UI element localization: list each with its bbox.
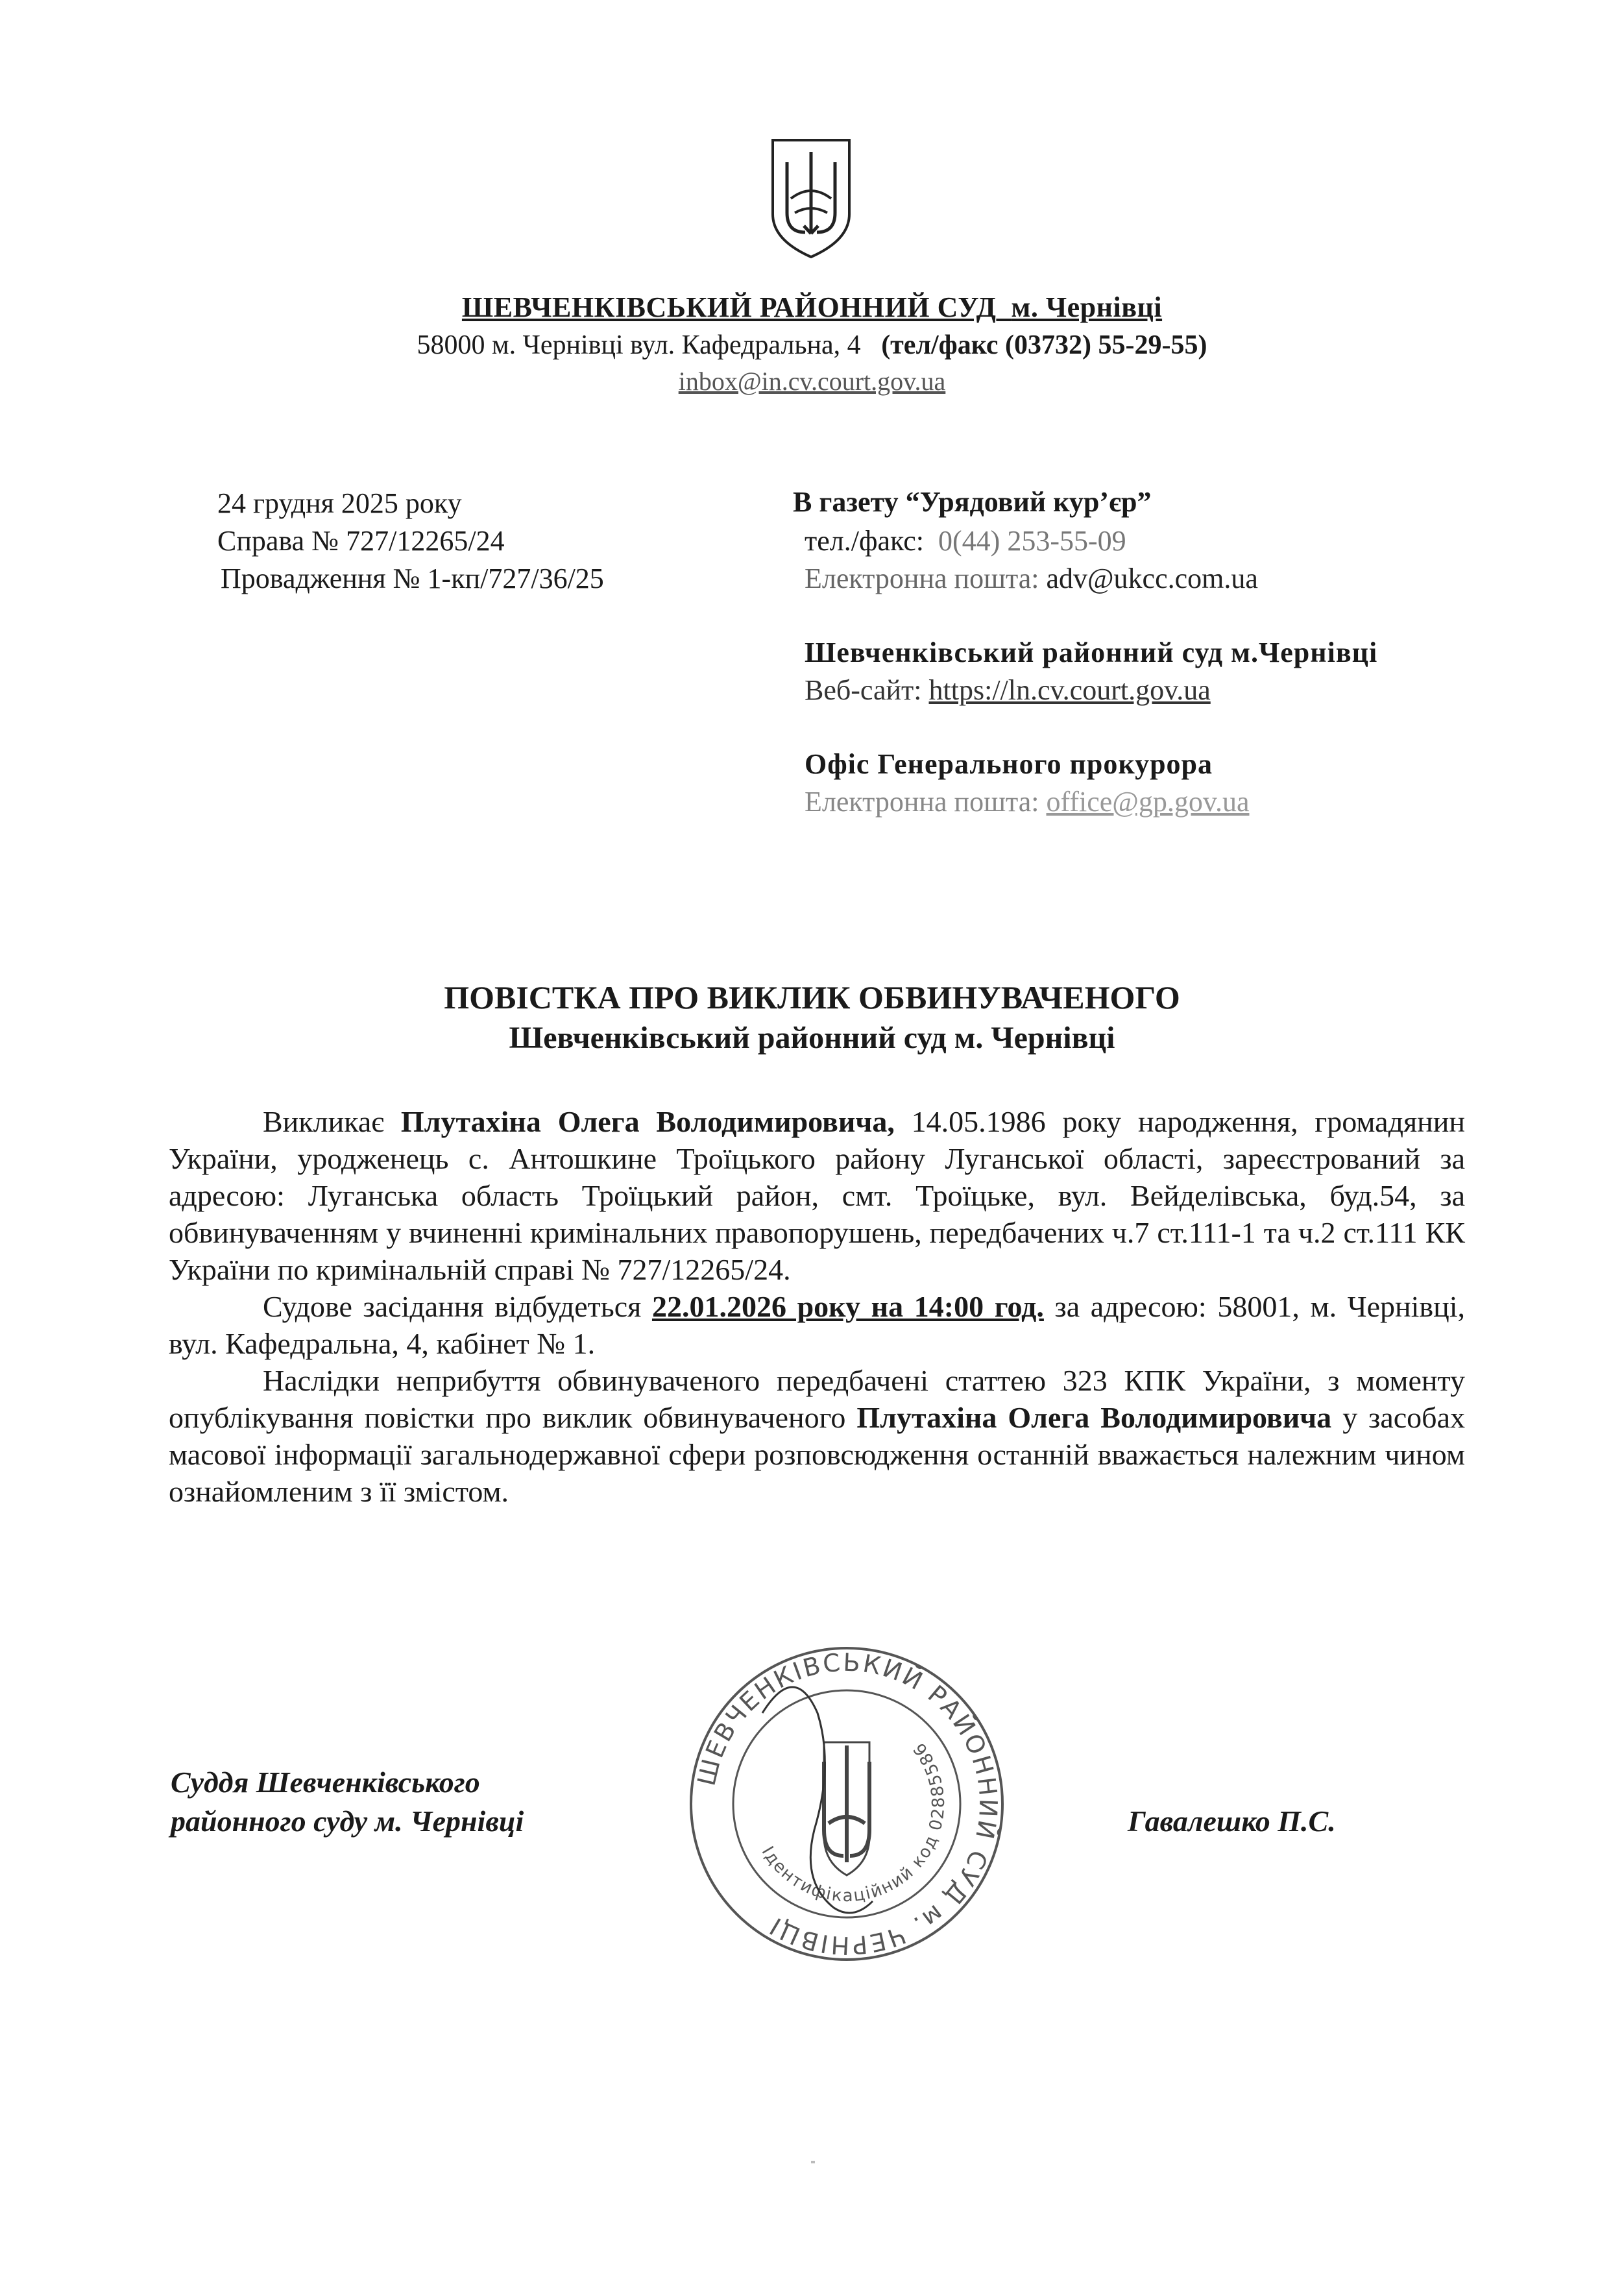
document-date: 24 грудня 2025 року <box>217 487 462 519</box>
court-website-link[interactable]: https://ln.cv.court.gov.ua <box>928 674 1211 706</box>
svg-text:Ідентифікаційний код 02885586: Ідентифікаційний код 02885586 <box>757 1738 949 1906</box>
paragraph-hearing: Судове засідання відбудеться 22.01.2026 року на 14:00 год. за адресою: 58001, м. Чернівці, вул. Кафедральна, 4, кабінет № 1. <box>169 1290 1466 1360</box>
judge-name: Гавалешко П.С. <box>1128 1805 1336 1838</box>
paragraph-consequences: Наслідки неприбуття обвинуваченого передбачені статтею 323 КПК України, з моменту опублікування повістки про виклик обвинуваченого Плутахіна Олега Володимировича у засобах масової інформації загальнодержавної сфери розповсюдження останній вважається належним чином ознайомленим з її змістом. <box>169 1364 1466 1508</box>
court-name: ШЕВЧЕНКІВСЬКИЙ РАЙОННИЙ СУД м. Чернівці <box>461 291 1163 323</box>
court-website: Веб-сайт: https://ln.cv.court.gov.ua <box>805 674 1211 706</box>
proceeding-number: Провадження № 1-кп/727/36/25 <box>221 563 604 594</box>
newspaper-phone: тел./факс: 0(44) 253-55-09 <box>805 525 1126 557</box>
prosecutor-email: Електронна пошта: office@gp.gov.ua <box>805 786 1250 818</box>
newspaper-email: Електронна пошта: adv@ukcc.com.ua <box>805 563 1258 594</box>
document-subtitle: Шевченківський районний суд м. Чернівці <box>509 1021 1115 1055</box>
svg-text:ШЕВЧЕНКІВСЬКИЙ РАЙОННИЙ СУД м.: ШЕВЧЕНКІВСЬКИЙ РАЙОННИЙ СУД м. ЧЕРНІВЦІ <box>692 1648 1003 1960</box>
judge-position-line1: Суддя Шевченківського <box>171 1766 480 1799</box>
court-seal-icon <box>678 1635 1015 1973</box>
recipient-prosecutor: Офіс Генерального прокурора <box>805 748 1213 780</box>
prosecutor-email-link[interactable]: office@gp.gov.ua <box>1046 786 1250 818</box>
court-phone: (тел/факс (03732) 55-29-55) <box>881 330 1207 360</box>
coat-of-arms-icon <box>768 136 854 260</box>
paragraph-summons: Викликає Плутахіна Олега Володимировича, 14.05.1986 року народження, громадянин України, уродженець с. Антошкине Троїцького району Луганської області, зареєстрований за адресою: Луганська область Троїцький район, смт. Троїцьке, вул. Вейделівська, буд.54, за обвинуваченням у вчиненні кримінальних правопорушень, передбачених ч.7 ст.111-1 та ч.2 ст.111 КК України по кримінальній справі № 727/12265/24. <box>169 1105 1466 1286</box>
case-number: Справа № 727/12265/24 <box>217 525 505 557</box>
document-title: ПОВІСТКА ПРО ВИКЛИК ОБВИНУВАЧЕНОГО <box>444 979 1180 1015</box>
accused-name: Плутахіна Олега Володимировича, <box>400 1105 895 1138</box>
accused-name-2: Плутахіна Олега Володимировича <box>856 1401 1332 1434</box>
recipient-court: Шевченківський районний суд м.Чернівці <box>805 637 1378 668</box>
hearing-datetime: 22.01.2026 року на 14:00 год. <box>651 1290 1044 1323</box>
judge-position-line2: районного суду м. Чернівці <box>171 1805 524 1838</box>
court-address: 58000 м. Чернівці вул. Кафедральна, 4 (тел/факс (03732) 55-29-55) <box>417 330 1207 360</box>
page-mark <box>811 2161 815 2163</box>
summons-body <box>169 1103 1465 1510</box>
recipient-newspaper: В газету “Урядовий кур’єр” <box>793 486 1152 518</box>
court-email[interactable]: inbox@in.cv.court.gov.ua <box>678 367 946 396</box>
